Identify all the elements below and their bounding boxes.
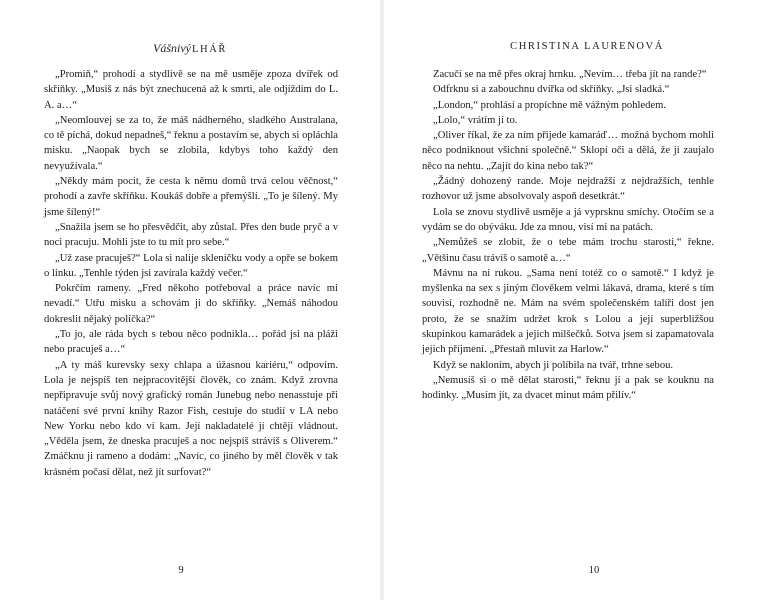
- paragraph: „Nemusíš si o mě dělat starosti,“ řeknu jí a pak se kouknu na hodinky. „Musím jít, za dvacet minut mám přilív.“: [422, 374, 714, 402]
- paragraph: Zacučí se na mě přes okraj hrnku. „Nevím… třeba jít na rande?“: [433, 69, 707, 80]
- paragraph: Pokrčím rameny. „Fred někoho potřeboval a práce navíc mi nevadí.“ Utřu misku a schovám ji do skříňky. „Nemáš náhodou dokreslit nějaký políčka?“: [44, 283, 338, 325]
- paragraph: Lola se znovu stydlivě usměje a já vyprsknu smíchy. Otočím se a vydám se do obýváku. Jde za mnou, visí mi na patách.: [422, 206, 714, 233]
- paragraph: Když se nakloním, abych ji políbila na tvář, trhne sebou.: [433, 359, 674, 371]
- paragraph: „Oliver říkal, že za ním přijede kamaráď… možná bychom mohli něco podniknout všichni společně.“ Sklopí oči a dělá, že ji zaujalo něco na nehtu. „Zajít do kina nebo tak?“: [422, 130, 714, 172]
- paragraph: „To jo, ale ráda bych s tebou něco podnikla… pořád jsi na pláži nebo pracuješ a…“: [44, 329, 338, 356]
- paragraph: „Neomlouvej se za to, že máš nádherného, sladkého Australana, co tě píchá, dokud nepadneš,“ řeknu a postavím se, abych si opláchla misku. „Naopak bych se zlobila, kdybys toho každý den nevyužívala.“: [44, 114, 338, 172]
- right-page: [382, 0, 764, 600]
- page-number-right: 10: [588, 565, 600, 576]
- right-body-text: [422, 67, 714, 404]
- paragraph: „A ty máš kurevsky sexy chlapa a úžasnou kariéru,“ odpovím. Lola je nejspíš ten nejpracovitější člověk, co znám. Když zrovna nepřipravuje svůj nový grafický román Junebug nebo nenasstuje při natáčení své první knihy Razor Fish, cestuje do studií v LA nebo New Yorku nebo kdo ví kam. Její nakladatelé jí chtějí vládnout. „Věděla jsem, že dneska pracuješ a noc nejspíš strávíš s Oliverem.“ Zmáčknu ji rameno a dodám: „Navíc, co jiného by měl člověk v tak krásném počasí dělat, než jít surfovat?“: [44, 359, 338, 478]
- paragraph: Odfrknu si a zabouchnu dvířka od skříňky. „Jsi sladká.“: [433, 84, 670, 96]
- page-number-left: 9: [178, 565, 184, 576]
- paragraph: „Nemůžeš se zlobit, že o tebe mám trochu starosti,“ řekne. „Většinu času trávíš o samotě a…“: [422, 237, 714, 264]
- paragraph: „Lolo,“ vrátím jí to.: [433, 114, 518, 126]
- paragraph: „London,“ prohlásí a propíchne mě vážným pohledem.: [433, 99, 666, 111]
- paragraph: „Snažila jsem se ho přesvědčit, aby zůstal. Přes den bude pryč a v noci pracuju. Mohli jste to tu mít pro sebe.“: [44, 221, 338, 249]
- left-body-text: [44, 67, 338, 480]
- paragraph: Mávnu na ni rukou. „Sama není totéž co o samotě.“ I když je myšlenka na sex s jiným člověkem velmi lákavá, drama, které s tím souvisí, rozhodně ne. Mám na svém společenském talíři dost jen proto, že se snažím udržet krok s Lolou a její superbližšou skupinkou kamarádek a jejich milšečků. Sotva jsem si zapamatovala jejich příjmení. „Přestaň mluvit za Harlow.“: [422, 267, 714, 356]
- header-book-title: LHÁŘ: [192, 44, 227, 55]
- left-running-head: [120, 41, 260, 56]
- paragraph: „Už zase pracuješ?“ Lola si nalije skleničku vody a opře se bokem o linku. „Tenhle týden jsi zavírala každý večer.“: [44, 252, 338, 279]
- paragraph: „Promiň,“ prohodí a stydlivě se na mě usměje zpoza dvířek od skříňky. „Musíš z nás být znechucená až k smrti, ale odjíždím do L. A. a…“: [44, 69, 338, 111]
- paragraph: „Někdy mám pocit, že cesta k němu domů trvá celou věčnost,“ prohodí a zavře skříňku. Koukáš dobře a přemýšlí. „To je šílený. My jsme šílený!“: [44, 176, 338, 218]
- header-script-word: Vášnivý: [153, 41, 191, 55]
- right-running-head: CHRISTINA LAURENOVÁ: [510, 41, 664, 52]
- paragraph: „Žádný dohozený rande. Moje nejdražší z nejdražších, tenhle rozhovor už jsme absolvovaly aspoň desetkrát.“: [422, 176, 714, 203]
